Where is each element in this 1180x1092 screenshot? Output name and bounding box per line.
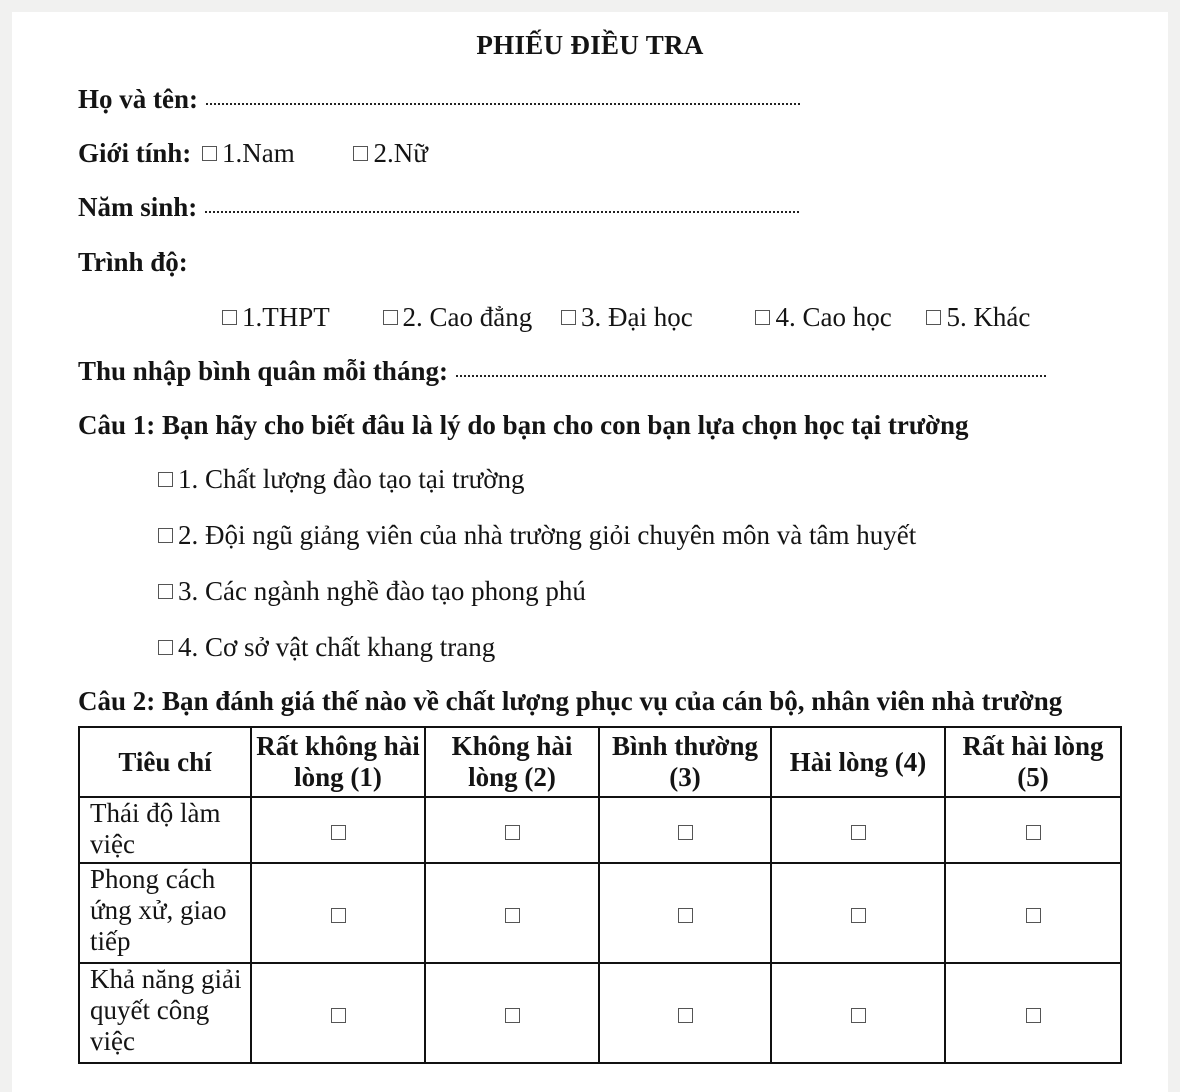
checkbox[interactable] <box>158 472 173 487</box>
rating-cell[interactable] <box>251 863 425 963</box>
checkbox[interactable] <box>202 146 217 161</box>
rating-cell[interactable] <box>599 797 771 863</box>
rating-cell[interactable] <box>425 863 599 963</box>
table-header-row <box>79 727 1121 797</box>
checkbox[interactable] <box>1026 908 1041 923</box>
rating-table <box>78 726 1122 1064</box>
rating-cell[interactable] <box>425 797 599 863</box>
checkbox[interactable] <box>505 908 520 923</box>
row-criterion: Phong cách ứng xử, giao tiếp <box>79 863 251 963</box>
rating-cell[interactable] <box>945 797 1121 863</box>
name-field[interactable] <box>206 103 800 105</box>
birth-year-field[interactable] <box>205 211 799 213</box>
header-rating-3: Bình thường (3) <box>599 727 771 797</box>
checkbox[interactable] <box>561 310 576 325</box>
rating-cell[interactable] <box>599 963 771 1063</box>
q1-question: Câu 1: Bạn hãy cho biết đâu là lý do bạn cho con bạn lựa chọn học tại trường <box>78 410 969 440</box>
checkbox[interactable] <box>505 825 520 840</box>
checkbox[interactable] <box>222 310 237 325</box>
q1-option-3[interactable]: 3. Các ngành nghề đào tạo phong phú <box>158 576 586 607</box>
rating-cell[interactable] <box>771 863 945 963</box>
income-field[interactable] <box>456 375 1046 377</box>
table-row <box>79 797 1121 863</box>
rating-cell[interactable] <box>771 963 945 1063</box>
row-criterion: Khả năng giải quyết công việc <box>79 963 251 1063</box>
rating-cell[interactable] <box>599 863 771 963</box>
checkbox[interactable] <box>678 908 693 923</box>
checkbox[interactable] <box>331 1008 346 1023</box>
checkbox[interactable] <box>158 584 173 599</box>
education-option-dai-hoc[interactable]: 3. Đại học <box>561 302 693 333</box>
checkbox[interactable] <box>1026 1008 1041 1023</box>
row-criterion: Thái độ làm việc <box>79 797 251 863</box>
table-row <box>79 863 1121 963</box>
checkbox[interactable] <box>678 825 693 840</box>
gender-option-male[interactable]: 1.Nam <box>202 138 295 169</box>
q1-option-1[interactable]: 1. Chất lượng đào tạo tại trường <box>158 464 525 495</box>
gender-label: Giới tính: <box>78 138 192 168</box>
checkbox[interactable] <box>505 1008 520 1023</box>
income-label: Thu nhập bình quân mỗi tháng: <box>78 356 448 386</box>
checkbox[interactable] <box>331 825 346 840</box>
rating-cell[interactable] <box>425 963 599 1063</box>
checkbox[interactable] <box>851 825 866 840</box>
rating-cell[interactable] <box>251 797 425 863</box>
q2-question: Câu 2: Bạn đánh giá thế nào về chất lượng phục vụ của cán bộ, nhân viên nhà trường <box>78 686 1063 716</box>
name-label: Họ và tên: <box>78 84 198 114</box>
checkbox[interactable] <box>755 310 770 325</box>
checkbox[interactable] <box>851 908 866 923</box>
checkbox[interactable] <box>1026 825 1041 840</box>
birth-year-row <box>78 192 799 223</box>
q1-option-2[interactable]: 2. Đội ngũ giảng viên của nhà trường giỏi chuyên môn và tâm huyết <box>158 520 916 551</box>
education-option-thpt[interactable]: 1.THPT <box>222 302 330 333</box>
header-rating-5: Rất hài lòng (5) <box>945 727 1121 797</box>
checkbox[interactable] <box>851 1008 866 1023</box>
header-rating-2: Không hài lòng (2) <box>425 727 599 797</box>
checkbox[interactable] <box>331 908 346 923</box>
gender-option-female[interactable]: 2.Nữ <box>353 138 427 169</box>
rating-cell[interactable] <box>945 863 1121 963</box>
rating-cell[interactable] <box>251 963 425 1063</box>
income-row <box>78 356 1046 387</box>
table-row <box>79 963 1121 1063</box>
education-label: Trình độ: <box>78 247 188 277</box>
education-row <box>78 247 188 278</box>
checkbox[interactable] <box>353 146 368 161</box>
gender-row <box>78 138 428 169</box>
form-title: PHIẾU ĐIỀU TRA <box>476 30 704 60</box>
survey-form <box>12 12 1168 1092</box>
checkbox[interactable] <box>158 640 173 655</box>
birth-year-label: Năm sinh: <box>78 192 198 222</box>
header-rating-4: Hài lòng (4) <box>771 727 945 797</box>
checkbox[interactable] <box>158 528 173 543</box>
header-criteria: Tiêu chí <box>79 727 251 797</box>
rating-cell[interactable] <box>945 963 1121 1063</box>
header-rating-1: Rất không hài lòng (1) <box>251 727 425 797</box>
checkbox[interactable] <box>383 310 398 325</box>
education-option-cao-hoc[interactable]: 4. Cao học <box>755 302 891 333</box>
education-option-khac[interactable]: 5. Khác <box>926 302 1030 333</box>
q1-option-4[interactable]: 4. Cơ sở vật chất khang trang <box>158 632 495 663</box>
checkbox[interactable] <box>678 1008 693 1023</box>
name-row <box>78 84 800 115</box>
checkbox[interactable] <box>926 310 941 325</box>
education-option-cao-dang[interactable]: 2. Cao đẳng <box>383 302 533 333</box>
rating-cell[interactable] <box>771 797 945 863</box>
education-options <box>222 302 1030 333</box>
